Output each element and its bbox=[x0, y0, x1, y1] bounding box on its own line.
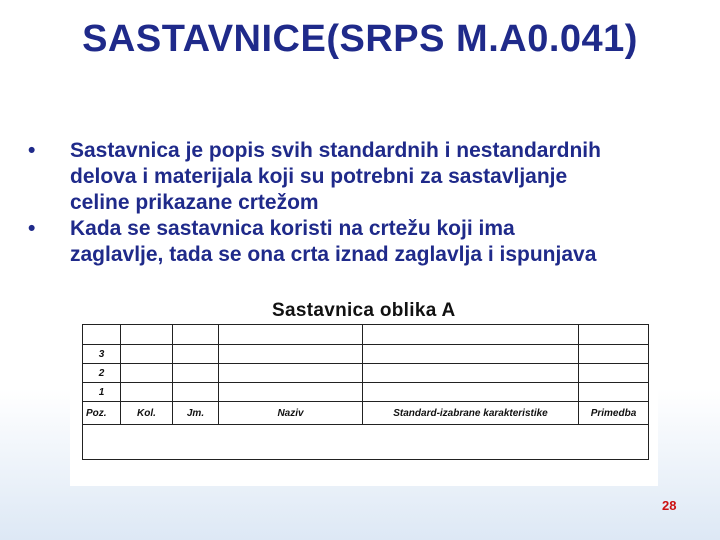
table-cell bbox=[579, 383, 649, 402]
bullet-line: zaglavlje, tada se ona crta iznad zaglavlja i ispunjava bbox=[70, 243, 597, 266]
table-cell bbox=[121, 383, 173, 402]
column-header: Jm. bbox=[173, 402, 219, 425]
table-cell bbox=[219, 345, 363, 364]
table-cell bbox=[83, 425, 649, 460]
bullet-marker: • bbox=[28, 217, 36, 240]
bill-of-materials-figure bbox=[70, 292, 658, 486]
table-cell bbox=[83, 325, 121, 345]
bullet-line: Kada se sastavnica koristi na crtežu koji ima bbox=[70, 217, 515, 240]
row-number: 3 bbox=[83, 345, 121, 364]
table-cell bbox=[173, 345, 219, 364]
table-cell bbox=[363, 364, 579, 383]
column-header: Standard-izabrane karakteristike bbox=[363, 402, 579, 425]
table-row bbox=[83, 345, 649, 364]
column-header: Primedba bbox=[579, 402, 649, 425]
table-cell bbox=[363, 345, 579, 364]
table-cell bbox=[363, 383, 579, 402]
table-cell bbox=[219, 383, 363, 402]
table-cell bbox=[579, 364, 649, 383]
bill-of-materials-table bbox=[82, 324, 649, 460]
table-row bbox=[83, 364, 649, 383]
table-cell bbox=[579, 345, 649, 364]
table-cell bbox=[173, 325, 219, 345]
table-cell bbox=[121, 325, 173, 345]
table-cell bbox=[219, 364, 363, 383]
row-number: 1 bbox=[83, 383, 121, 402]
table-cell bbox=[579, 325, 649, 345]
bullet-line: celine prikazane crtežom bbox=[70, 191, 319, 214]
table-row bbox=[83, 383, 649, 402]
bullet-item-2 bbox=[28, 216, 708, 268]
bullet-line: Sastavnica je popis svih standardnih i nestandardnih bbox=[70, 139, 601, 162]
column-header: Naziv bbox=[219, 402, 363, 425]
table-cell bbox=[121, 364, 173, 383]
table-cell bbox=[121, 345, 173, 364]
title-block-area bbox=[83, 425, 649, 460]
figure-caption: Sastavnica oblika A bbox=[272, 300, 456, 321]
column-header: Kol. bbox=[121, 402, 173, 425]
bullet-marker: • bbox=[28, 139, 36, 162]
table-cell bbox=[173, 364, 219, 383]
row-number: 2 bbox=[83, 364, 121, 383]
bullet-line: delova i materijala koji su potrebni za sastavljanje bbox=[70, 165, 568, 188]
bullet-list bbox=[28, 138, 708, 268]
column-header: Poz. bbox=[83, 402, 121, 425]
page-number: 28 bbox=[662, 498, 677, 513]
slide-title: SASTAVNICE(SRPS M.A0.041) bbox=[82, 18, 638, 60]
table-cell bbox=[219, 325, 363, 345]
table-header-row bbox=[83, 402, 649, 425]
bullet-item-1 bbox=[28, 138, 708, 216]
table-row bbox=[83, 325, 649, 345]
table-cell bbox=[363, 325, 579, 345]
table-cell bbox=[173, 383, 219, 402]
